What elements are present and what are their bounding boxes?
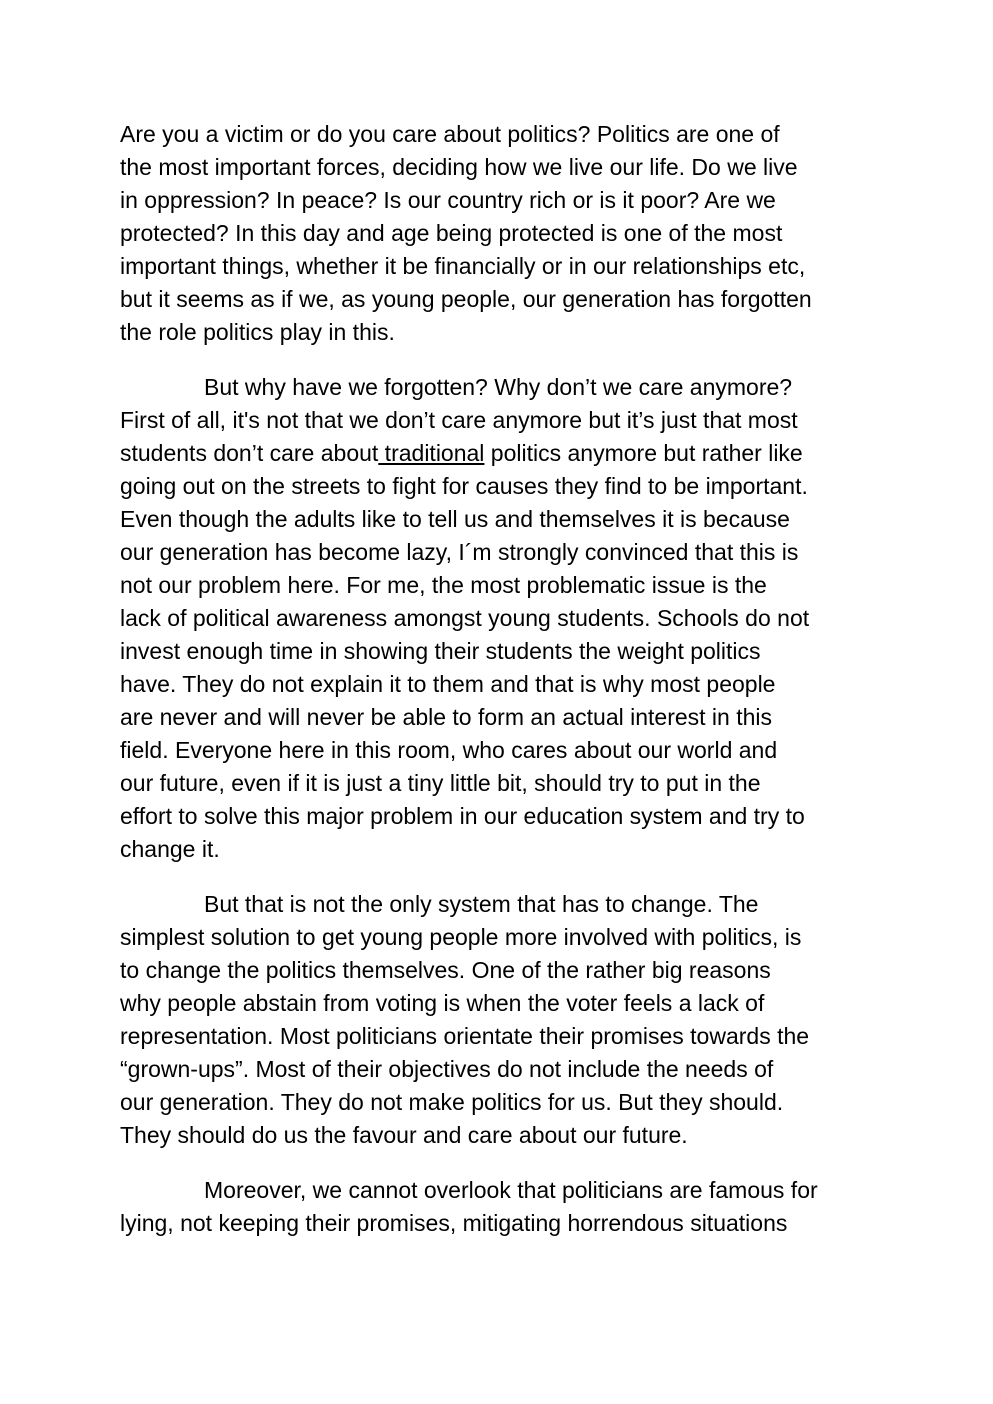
text-line: lying, not keeping their promises, mitigating horrendous situations	[120, 1210, 788, 1236]
essay-body	[120, 118, 880, 1262]
paragraph-3	[120, 888, 880, 1152]
paragraph-2	[120, 371, 880, 866]
text-line: First of all, it's not that we don’t care anymore but it’s just that most	[120, 407, 798, 433]
text-line: not our problem here. For me, the most problematic issue is the	[120, 572, 767, 598]
text-line: change it.	[120, 836, 220, 862]
text-line: lack of political awareness amongst young students. Schools do not	[120, 605, 810, 631]
text-segment: politics anymore but rather like	[484, 440, 803, 466]
text-line: going out on the streets to fight for causes they find to be important.	[120, 473, 808, 499]
text-line: field. Everyone here in this room, who cares about our world and	[120, 737, 778, 763]
text-line: “grown-ups”. Most of their objectives do not include the needs of	[120, 1056, 774, 1082]
paragraph-4	[120, 1174, 880, 1240]
text-line: the most important forces, deciding how we live our life. Do we live	[120, 154, 798, 180]
text-line	[120, 888, 880, 921]
text-line: why people abstain from voting is when the voter feels a lack of	[120, 990, 765, 1016]
paragraph-1	[120, 118, 880, 349]
text-line	[120, 1174, 880, 1207]
text-line: invest enough time in showing their students the weight politics	[120, 638, 761, 664]
text-line-content: But that is not the only system that has to change. The	[204, 891, 759, 917]
text-line: our generation has become lazy, I´m strongly convinced that this is	[120, 539, 799, 565]
text-line: effort to solve this major problem in our education system and try to	[120, 803, 805, 829]
text-line: are never and will never be able to form an actual interest in this	[120, 704, 773, 730]
text-line: our future, even if it is just a tiny little bit, should try to put in the	[120, 770, 761, 796]
underlined-word: traditional	[378, 440, 485, 466]
text-line-content: Moreover, we cannot overlook that politicians are famous for	[204, 1177, 818, 1203]
text-line: in oppression? In peace? Is our country rich or is it poor? Are we	[120, 187, 776, 213]
text-line: Are you a victim or do you care about politics? Politics are one of	[120, 121, 780, 147]
text-line: but it seems as if we, as young people, our generation has forgotten	[120, 286, 812, 312]
text-line: the role politics play in this.	[120, 319, 395, 345]
text-line-content: But why have we forgotten? Why don’t we care anymore?	[204, 374, 793, 400]
text-line: to change the politics themselves. One of the rather big reasons	[120, 957, 771, 983]
text-line: representation. Most politicians orientate their promises towards the	[120, 1023, 810, 1049]
text-line: Even though the adults like to tell us and themselves it is because	[120, 506, 790, 532]
text-line: protected? In this day and age being protected is one of the most	[120, 220, 783, 246]
text-line: They should do us the favour and care about our future.	[120, 1122, 688, 1148]
text-line: have. They do not explain it to them and that is why most people	[120, 671, 776, 697]
text-line: our generation. They do not make politics for us. But they should.	[120, 1089, 784, 1115]
text-line	[120, 437, 880, 470]
text-line	[120, 371, 880, 404]
text-line: important things, whether it be financially or in our relationships etc,	[120, 253, 806, 279]
text-line: simplest solution to get young people more involved with politics, is	[120, 924, 802, 950]
text-segment: students don’t care about	[120, 440, 379, 466]
